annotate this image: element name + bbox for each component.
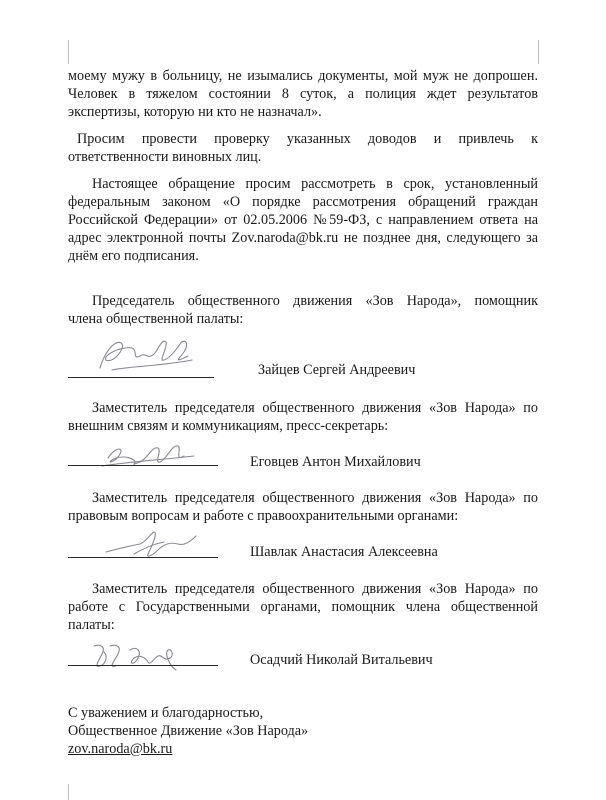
- body-line: моему мужу в больницу, не изымались документы, мой муж не допрошен.: [68, 68, 538, 84]
- signatory-role-line: Заместитель председателя общественного движения «Зов Народа» по: [92, 400, 538, 416]
- signatory-role-line: члена общественной палаты:: [68, 311, 244, 327]
- body-line: Просим провести проверку указанных доводов и привлечь к: [77, 131, 538, 147]
- closing-greeting: С уважением и благодарностью,: [68, 705, 264, 721]
- closing-organization: Общественное Движение «Зов Народа»: [68, 723, 309, 739]
- body-line: Настоящее обращение просим рассмотреть в срок, установленный: [92, 176, 538, 192]
- crop-mark-top-right: [538, 40, 539, 64]
- signature-4: [86, 636, 186, 676]
- signatory-role-line: Заместитель председателя общественного движения «Зов Народа» по: [92, 581, 538, 597]
- signatory-role-line: палаты:: [68, 617, 115, 633]
- signature-line-3: [68, 557, 218, 558]
- body-line: днём его подписания.: [68, 248, 199, 264]
- signatory-name: Зайцев Сергей Андреевич: [258, 362, 416, 378]
- signature-3: [100, 524, 200, 564]
- signatory-role-line: внешним связям и коммуникациям, пресс-секретарь:: [68, 418, 389, 434]
- signatory-name: Еговцев Антон Михайлович: [250, 454, 421, 470]
- signatory-role-line: Председатель общественного движения «Зов Народа», помощник: [92, 293, 538, 309]
- body-line: экспертизы, которую ни кто не назначал».: [68, 104, 322, 120]
- signature-1: [92, 330, 202, 380]
- signatory-name: Осадчий Николай Витальевич: [250, 652, 433, 668]
- signature-2: [98, 436, 198, 476]
- closing-email-link[interactable]: zov.naroda@bk.ru: [68, 741, 173, 757]
- crop-mark-top-left: [68, 40, 69, 64]
- body-line: Человек в тяжелом состоянии 8 суток, а полиция ждет результатов: [68, 86, 538, 102]
- signatory-role-line: правовым вопросам и работе с правоохранительными органами:: [68, 508, 459, 524]
- signatory-role-line: работе с Государственными органами, помощник члена общественной: [68, 599, 538, 615]
- signatory-name: Шавлак Анастасия Алексеевна: [250, 544, 438, 560]
- body-line: федеральным законом «О порядке рассмотрения обращений граждан: [68, 194, 538, 210]
- signature-line-1: [68, 377, 214, 378]
- signature-line-4: [68, 665, 218, 666]
- signature-line-2: [68, 465, 218, 466]
- signatory-role-line: Заместитель председателя общественного движения «Зов Народа» по: [92, 490, 538, 506]
- body-line: ответственности виновных лиц.: [68, 149, 262, 165]
- body-line: Российской Федерации» от 02.05.2006 №59-ФЗ, с направлением ответа на: [68, 212, 538, 228]
- body-line: адрес электронной почты Zov.naroda@bk.ru не позднее дня, следующего за: [68, 230, 538, 246]
- crop-mark-bottom-left: [68, 784, 69, 800]
